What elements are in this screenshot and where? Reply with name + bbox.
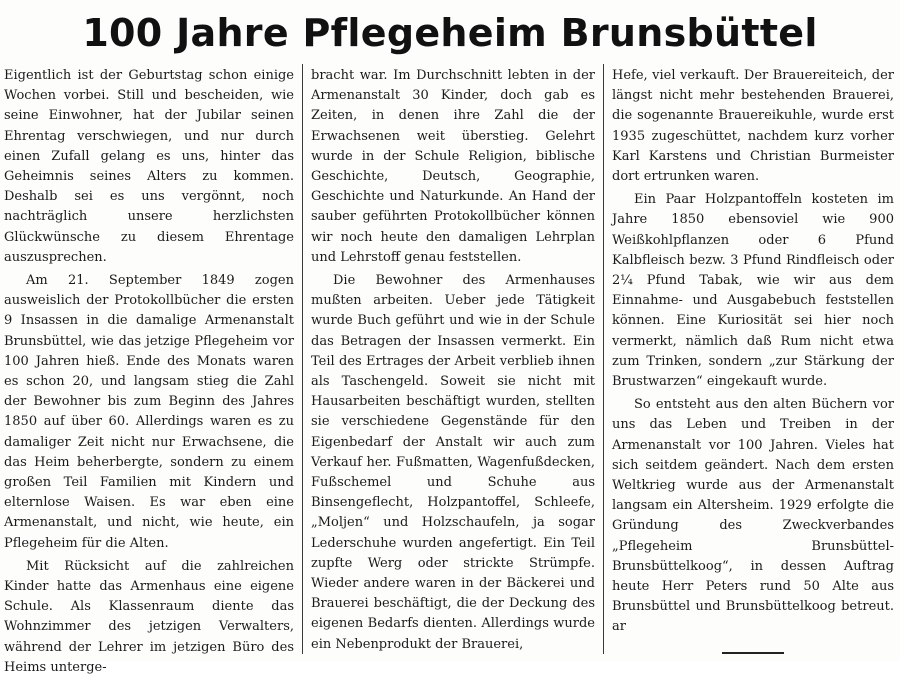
article-column-3 <box>612 66 894 658</box>
paragraph: So entsteht aus den alten Büchern vor uns das Leben und Treiben in der Armenanstalt vor 100 Jahren. Vieles hat sich seitdem geändert. Nach dem ersten Weltkrieg wurde aus der Armenanstalt langsam ein Altersheim. 1929 erfolgte die Gründung des Zweckverbandes „Pflegeheim Brunsbüttel-Brunsbüttelkoog“, in dessen Auftrag heute Herr Peters rund 50 Alte aus Brunsbüttel und Brunsbüttelkoog betreut. ar <box>612 397 894 635</box>
article-end-rule <box>722 652 784 654</box>
paragraph: Hefe, viel verkauft. Der Brauereiteich, der längst nicht mehr bestehenden Brauerei, die sogenannte Brauereikuhle, wurde erst 1935 zugeschüttet, nachdem kurz vorher Karl Karstens und Christian Burmeister dort ertrunken waren. <box>612 68 894 185</box>
paragraph: Die Bewohner des Armenhauses mußten arbeiten. Ueber jede Tätigkeit wurde Buch geführt und wie in der Schule das Betragen der Insassen vermerkt. Ein Teil des Ertrages der Arbeit verblieb ihnen als Taschengeld. Soweit sie nicht mit Hausarbeiten beschäftigt wurden, stellten sie verschiedene Gegenstände für den Eigenbedarf der Anstalt wir auch zum Verkauf her. Fußmatten, Wagenfußdecken, Fußschemel und Schuhe aus Binsengeflecht, Holzpantoffel, Schleefe, „Moljen“ und Holzschaufeln, ja sogar Lederschuhe wurden angefertigt. Ein Teil zupfte Werg oder strickte Strümpfe. Wieder andere waren in der Bäckerei und Brauerei beschäftigt, die der Deckung des eigenen Bedarfs dienten. Allerdings wurde ein Nebenprodukt der Brauerei, <box>311 273 595 652</box>
paragraph: Am 21. September 1849 zogen ausweislich der Protokollbücher die ersten 9 Insassen in die damalige Armenanstalt Brunsbüttel, wie das jetzige Pflegeheim vor 100 Jahren hieß. Ende des Monats waren es schon 20, und langsam stieg die Zahl der Bewohner bis zum Beginn des Jahres 1850 auf über 60. Allerdings waren es zu damaliger Zeit nicht nur Erwachsene, die das Heim beherbergte, sondern zu einem großen Teil Familien mit Kindern und elternlose Waisen. Es war eben eine Armenanstalt, und nicht, wie heute, ein Pflegeheim für die Alten. <box>4 273 294 551</box>
paragraph: Mit Rücksicht auf die zahlreichen Kinder hatte das Armenhaus eine eigene Schule. Als Klassenraum diente das Wohnzimmer des jetzigen Verwalters, während der Lehrer im jetzigen Büro des Heims unterge- <box>4 558 294 675</box>
column-divider <box>603 64 604 654</box>
paragraph: bracht war. Im Durchschnitt lebten in der Armenanstalt 30 Kinder, doch gab es Zeiten, in denen ihre Zahl die der Erwachsenen weit überstieg. Gelehrt wurde in der Schule Religion, biblische Geschichte, Deutsch, Geographie, Geschichte und Naturkunde. An Hand der sauber geführten Protokollbücher können wir noch heute den damaligen Lehrplan und Lehrstoff genau feststellen. <box>311 68 595 265</box>
paragraph: Eigentlich ist der Geburtstag schon einige Wochen vorbei. Still und bescheiden, wie seine Einwohner, hat der Jubilar seinen Ehrentag verschwiegen, und nur durch einen Zufall gelang es uns, hinter das Geheimnis seines Alters zu kommen. Deshalb sei es uns vergönnt, noch nachträglich unsere herzlichsten Glückwünsche zu diesem Ehrentage auszusprechen. <box>4 68 294 265</box>
article-column-1 <box>4 66 294 675</box>
paragraph: Ein Paar Holzpantoffeln kosteten im Jahre 1850 ebensoviel wie 900 Weißkohlpflanzen oder 6 Pfund Kalbfleisch bezw. 3 Pfund Rindfleisch oder 2¼ Pfund Tabak, wie wir aus dem Einnahme- und Ausgabebuch feststellen können. Eine Kuriosität sei hier noch vermerkt, nämlich daß Rum nicht etwa zum Trinken, sondern „zur Stärkung der Brustwarzen“ eingekauft wurde. <box>612 192 894 390</box>
article-column-2 <box>311 66 595 658</box>
column-divider <box>302 64 303 654</box>
headline: 100 Jahre Pflegeheim Brunsbüttel <box>82 11 818 55</box>
